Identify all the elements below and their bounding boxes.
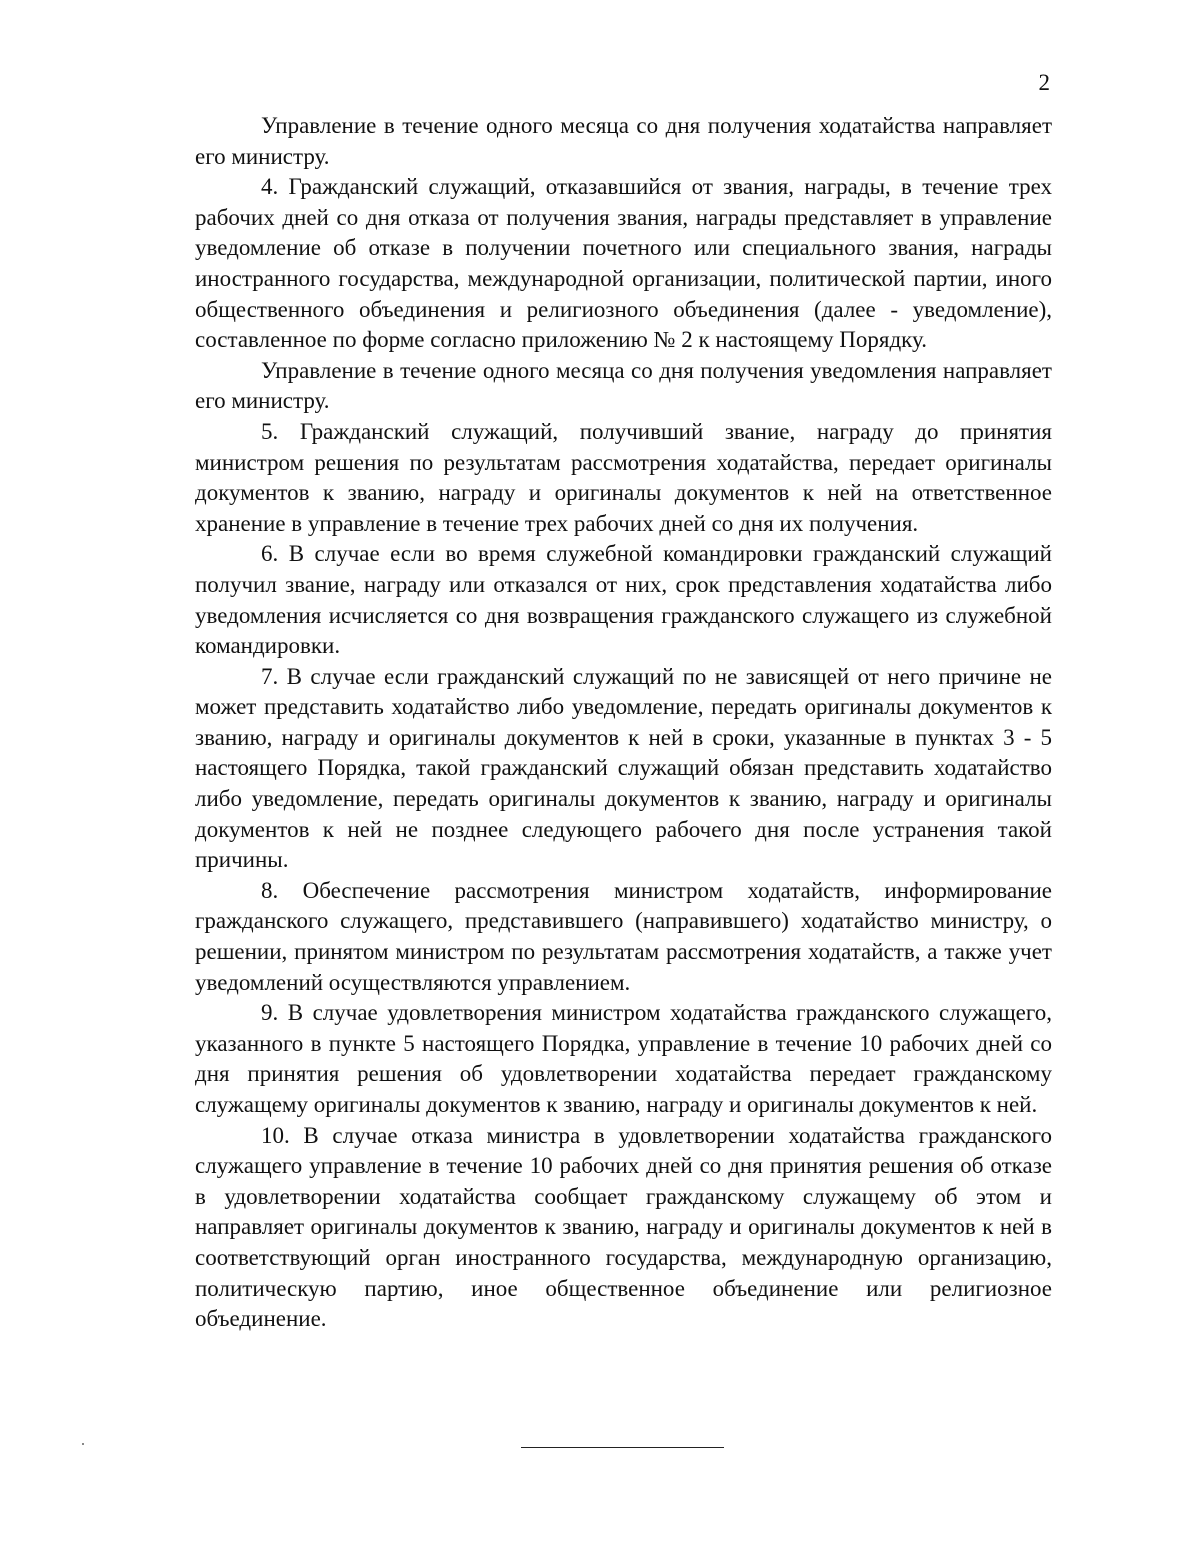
paragraph-4-continued: Управление в течение одного месяца со дня получения уведомления направляет его министру. bbox=[195, 357, 1052, 414]
paragraph-9: 9. В случае удовлетворения министром ходатайства гражданского служащего, указанного в пункте 5 настоящего Порядка, управление в течение 10 рабочих дней со дня принятия решения об удовлетворении ходатайства передает гражданскому служащему оригиналы документов к званию, награду и оригиналы документов к ней. bbox=[195, 1000, 1052, 1117]
document-body bbox=[195, 111, 1052, 1335]
paragraph-10: 10. В случае отказа министра в удовлетворении ходатайства гражданского служащего управление в течение 10 рабочих дней со дня принятия решения об отказе в удовлетворении ходатайства сообщает гражданскому служащему об этом и направляет оригиналы документов к званию, награду и оригиналы документов к ней в соответствующий орган иностранного государства, международную организацию, политическую партию, иное общественное объединение или религиозное объединение. bbox=[195, 1122, 1052, 1332]
paragraph-7: 7. В случае если гражданский служащий по не зависящей от него причине не может представить ходатайство либо уведомление, передать оригиналы документов к званию, награду и оригиналы документов к ней в сроки, указанные в пунктах 3 - 5 настоящего Порядка, такой гражданский служащий обязан представить ходатайство либо уведомление, передать оригиналы документов к званию, награду и оригиналы документов к ней не позднее следующего рабочего дня после устранения такой причины. bbox=[195, 663, 1052, 873]
paragraph-6: 6. В случае если во время служебной командировки гражданский служащий получил звание, награду или отказался от них, срок представления ходатайства либо уведомления исчисляется со дня возвращения гражданского служащего из служебной командировки. bbox=[195, 541, 1052, 659]
page-number: 2 bbox=[1038, 70, 1050, 95]
scan-speck bbox=[82, 1443, 84, 1445]
paragraph-3-continued: Управление в течение одного месяца со дня получения ходатайства направляет его министру. bbox=[195, 113, 1052, 169]
end-divider-line bbox=[521, 1447, 724, 1448]
paragraph-5: 5. Гражданский служащий, получивший звание, награду до принятия министром решения по результатам рассмотрения ходатайства, передает оригиналы документов к званию, награду и оригиналы документов к ней на ответственное хранение в управление в течение трех рабочих дней со дня их получения. bbox=[195, 418, 1052, 536]
paragraph-4: 4. Гражданский служащий, отказавшийся от звания, награды, в течение трех рабочих дней со дня отказа от получения звания, награды представляет в управление уведомление об отказе в получении почетного или специального звания, награды иностранного государства, международной организации, политической партии, иного общественного объединения и религиозного объединения (далее - уведомление), составленное по форме согласно приложению № 2 к настоящему Порядку. bbox=[195, 174, 1052, 353]
paragraph-8: 8. Обеспечение рассмотрения министром ходатайств, информирование гражданского служащего, представившего (направившего) ходатайство министру, о решении, принятом министром по результатам рассмотрения ходатайств, а также учет уведомлений осуществляются управлением. bbox=[195, 877, 1052, 995]
